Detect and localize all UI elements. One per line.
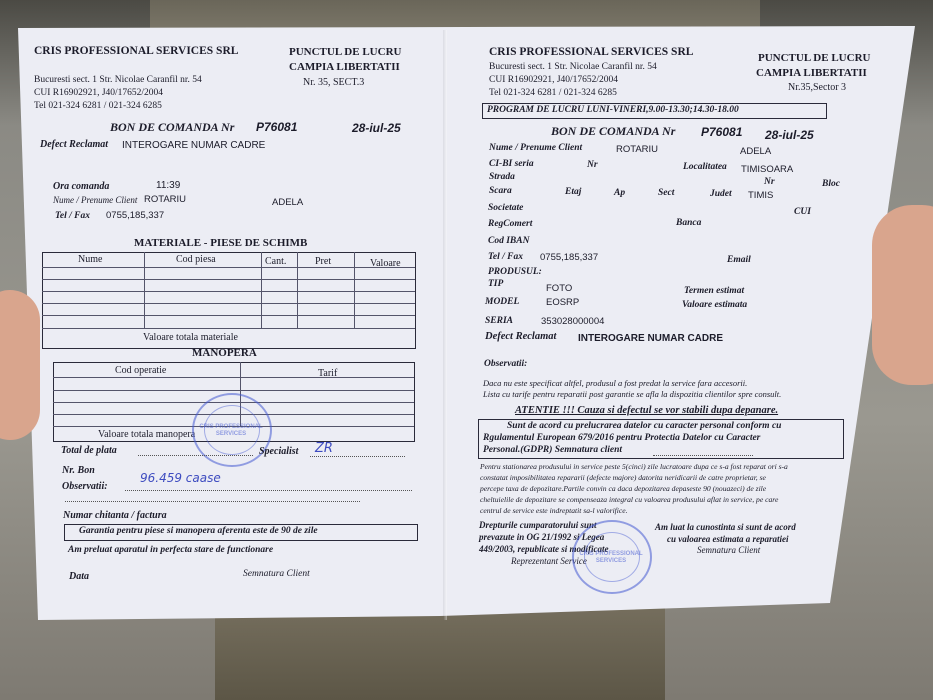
gdpr-signature-line xyxy=(653,455,753,456)
right-address: Bucuresti sect. 1 Str. Nicolae Caranfil nr. 54 xyxy=(489,62,657,72)
scara-label: Scara xyxy=(489,186,512,196)
model-value: EOSRP xyxy=(546,297,580,308)
left-cui: CUI R16902921, J40/17652/2004 xyxy=(34,88,164,98)
preluat-text: Am preluat aparatul in perfecta stare de functionare xyxy=(68,545,274,555)
garantie-text: Garantia pentru piese si manopera aferenta este de 90 de zile xyxy=(79,526,318,536)
materiale-row-line xyxy=(42,315,415,316)
specialist-line xyxy=(310,456,405,457)
regcomert-label: RegComert xyxy=(488,219,533,229)
left-punct-name: CAMPIA LIBERTATII xyxy=(289,61,400,73)
materiale-col-line xyxy=(354,252,355,329)
tip-label: TIP xyxy=(488,279,504,289)
atentie-text: ATENTIE !!! Cauza si defectul se vor stabili dupa depanare. xyxy=(515,405,779,416)
left-bon-label: BON DE COMANDA Nr xyxy=(110,120,235,134)
manopera-header-cod: Cod operatie xyxy=(115,365,167,376)
materiale-header-line xyxy=(42,267,415,268)
iban-label: Cod IBAN xyxy=(488,236,530,246)
fine-print-3: percepe taxa de depozitare.Partile convin ca daca depozitarea depaseste 90 (nouazeci) de zile xyxy=(480,484,767,493)
right-hand xyxy=(872,205,933,385)
right-nume-value: ROTARIU xyxy=(616,144,659,155)
left-defect-label: Defect Reclamat xyxy=(40,139,109,150)
sect-label: Sect xyxy=(658,188,675,198)
localitatea-value: TIMISOARA xyxy=(741,164,794,175)
left-address: Bucuresti sect. 1 Str. Nicolae Caranfil nr. 54 xyxy=(34,75,202,85)
observatii-line xyxy=(125,490,412,491)
gdpr-line-1: Sunt de acord cu prelucrarea datelor cu caracter personal conform cu xyxy=(507,421,782,431)
materiale-header-pret: Pret xyxy=(315,256,332,267)
acord-line-1: Am luat la cunostinta si sunt de acord xyxy=(655,522,796,532)
right-defect-value: INTEROGARE NUMAR CADRE xyxy=(578,333,723,344)
left-company: CRIS PROFESSIONAL SERVICES SRL xyxy=(34,45,239,57)
ci-label: CI-BI seria xyxy=(489,159,534,169)
right-cui: CUI R16902921, J40/17652/2004 xyxy=(489,75,619,85)
paper-fold xyxy=(443,30,447,620)
valoare-manopera-label: Valoare totala manopera xyxy=(98,429,196,440)
left-stamp-text: CRIS PROFESSIONAL SERVICES xyxy=(199,424,263,437)
judet-value: TIMIS xyxy=(748,190,774,201)
termen-label: Termen estimat xyxy=(684,286,745,296)
right-cui-label: CUI xyxy=(794,207,811,217)
left-prenume-value: ADELA xyxy=(272,197,304,208)
manopera-title: MANOPERA xyxy=(192,347,257,359)
specialist-label: Specialist xyxy=(259,446,299,457)
ap-label: Ap xyxy=(614,188,626,198)
materiale-col-line xyxy=(144,252,145,329)
right-stamp-text: CRIS PROFESSIONAL SERVICES xyxy=(579,551,643,564)
right-punct-addr: Nr.35,Sector 3 xyxy=(788,82,847,93)
drepturi-line-3: 449/2003, republicate si modificate xyxy=(479,544,609,554)
ci-nr-label: Nr xyxy=(587,160,598,170)
right-bon-number: P76081 xyxy=(701,125,743,139)
reprezentant-label: Reprezentant Service xyxy=(511,556,587,566)
tip-value: FOTO xyxy=(546,283,573,294)
right-prenume-value: ADELA xyxy=(740,146,772,157)
etaj-label: Etaj xyxy=(565,187,582,197)
materiale-header-nume: Nume xyxy=(78,254,103,265)
materiale-title: MATERIALE - PIESE DE SCHIMB xyxy=(134,237,308,249)
localitatea-label: Localitatea xyxy=(683,162,727,172)
observatii-label: Observatii: xyxy=(62,481,108,492)
acord-semnatura: Semnatura Client xyxy=(697,545,761,555)
strada-nr-label: Nr xyxy=(764,177,775,187)
fine-print-5: centrul de service este indreptatit sa-l valorifice. xyxy=(480,506,628,515)
program-text: PROGRAM DE LUCRU LUNI-VINERI,9.00-13.30;14.30-18.00 xyxy=(487,105,739,115)
banca-label: Banca xyxy=(676,218,702,228)
nr-bon-label: Nr. Bon xyxy=(62,465,95,476)
materiale-col-line xyxy=(297,252,298,329)
right-telfax-label: Tel / Fax xyxy=(488,252,524,262)
note-tarife: Lista cu tarife pentru reparatii post garantie se afla la dispozitia clientilor spre consult. xyxy=(483,389,782,399)
left-ora-label: Ora comanda xyxy=(53,181,110,192)
left-punct-title: PUNCTUL DE LUCRU xyxy=(289,46,402,58)
total-plata-line xyxy=(138,455,253,456)
materiale-row-line xyxy=(42,279,415,280)
right-bon-label: BON DE COMANDA Nr xyxy=(551,124,676,138)
left-date: 28-iul-25 xyxy=(352,121,401,135)
data-label: Data xyxy=(69,571,89,582)
societate-label: Societate xyxy=(488,203,524,213)
right-nume-label: Nume / Prenume Client xyxy=(489,143,583,153)
specialist-signature: ZR xyxy=(315,441,333,456)
left-nume-label: Nume / Prenume Client xyxy=(53,195,138,205)
right-date: 28-iul-25 xyxy=(765,128,814,142)
materiale-header-cod: Cod piesa xyxy=(176,254,216,265)
left-nume-value: ROTARIU xyxy=(144,194,187,205)
strada-label: Strada xyxy=(489,172,515,182)
valoare-estimata-label: Valoare estimata xyxy=(682,300,748,310)
bloc-label: Bloc xyxy=(822,179,840,189)
gdpr-line-2: Rgulamentul European 679/2016 pentru Protectia Datelor cu Caracter xyxy=(483,433,761,443)
left-ora-value: 11:39 xyxy=(156,180,181,191)
right-company: CRIS PROFESSIONAL SERVICES SRL xyxy=(489,46,694,58)
acord-line-2: cu valoarea estimata a reparatiei xyxy=(667,534,789,544)
right-defect-label: Defect Reclamat xyxy=(485,331,557,342)
manopera-header-tarif: Tarif xyxy=(318,368,338,379)
seria-value: 353028000004 xyxy=(541,316,605,327)
left-semnatura-label: Semnatura Client xyxy=(243,569,310,579)
left-telfax-value: 0755,185,337 xyxy=(106,210,165,221)
left-tel: Tel 021-324 6281 / 021-324 6285 xyxy=(34,101,162,111)
judet-label: Judet xyxy=(710,189,732,199)
right-punct-title: PUNCTUL DE LUCRU xyxy=(758,52,871,64)
materiale-header-valoare: Valoare xyxy=(370,258,401,269)
drepturi-line-1: Drepturile cumparatorului sunt xyxy=(479,520,597,530)
nr-bon-handwriting: 96.459 caase xyxy=(140,471,221,485)
fine-print-4: cheltuielile de depozitare se compenseaza integral cu valoarea produsului aflat in service, pe care xyxy=(480,495,779,504)
materiale-row-line xyxy=(42,291,415,292)
produsul-label: PRODUSUL: xyxy=(488,267,542,277)
left-bon-number: P76081 xyxy=(256,120,298,134)
fine-print-2: constatat imposibilitatea repararii (defecte majore) datorita neridicarii de catre proprietar, se xyxy=(480,473,766,482)
numar-chitanta-label: Numar chitanta / factura xyxy=(63,510,167,521)
right-tel: Tel 021-324 6281 / 021-324 6285 xyxy=(489,88,617,98)
left-defect-value: INTEROGARE NUMAR CADRE xyxy=(122,140,266,151)
left-punct-addr: Nr. 35, SECT.3 xyxy=(303,77,365,88)
right-punct-name: CAMPIA LIBERTATII xyxy=(756,67,867,79)
left-telfax-label: Tel / Fax xyxy=(55,211,91,221)
left-hand xyxy=(0,290,40,440)
email-label: Email xyxy=(727,255,751,265)
materiale-row-line xyxy=(42,303,415,304)
materiale-col-line xyxy=(261,252,262,329)
note-accesorii: Daca nu este specificat altfel, produsul a fost predat la service fara accesorii. xyxy=(483,378,748,388)
seria-label: SERIA xyxy=(485,316,513,326)
valoare-materiale-label: Valoare totala materiale xyxy=(143,332,238,343)
drepturi-line-2: prevazute in OG 21/1992 si Legea xyxy=(479,532,605,542)
observatii-line-2 xyxy=(65,501,360,502)
materiale-header-cant: Cant. xyxy=(265,256,287,267)
right-telfax-value: 0755,185,337 xyxy=(540,252,599,263)
materiale-row-line xyxy=(42,328,415,329)
model-label: MODEL xyxy=(485,297,520,307)
fine-print-1: Pentru stationarea produsului in service peste 5(cinci) zile lucratoare dupa ce s-a fost reparat ori s-a xyxy=(480,462,788,471)
manopera-row-line xyxy=(53,390,414,391)
total-plata-label: Total de plata xyxy=(61,445,117,456)
gdpr-line-3: Personal.(GDPR) Semnatura client xyxy=(483,445,623,455)
manopera-header-line xyxy=(53,377,414,378)
right-observatii-label: Observatii: xyxy=(484,359,528,369)
